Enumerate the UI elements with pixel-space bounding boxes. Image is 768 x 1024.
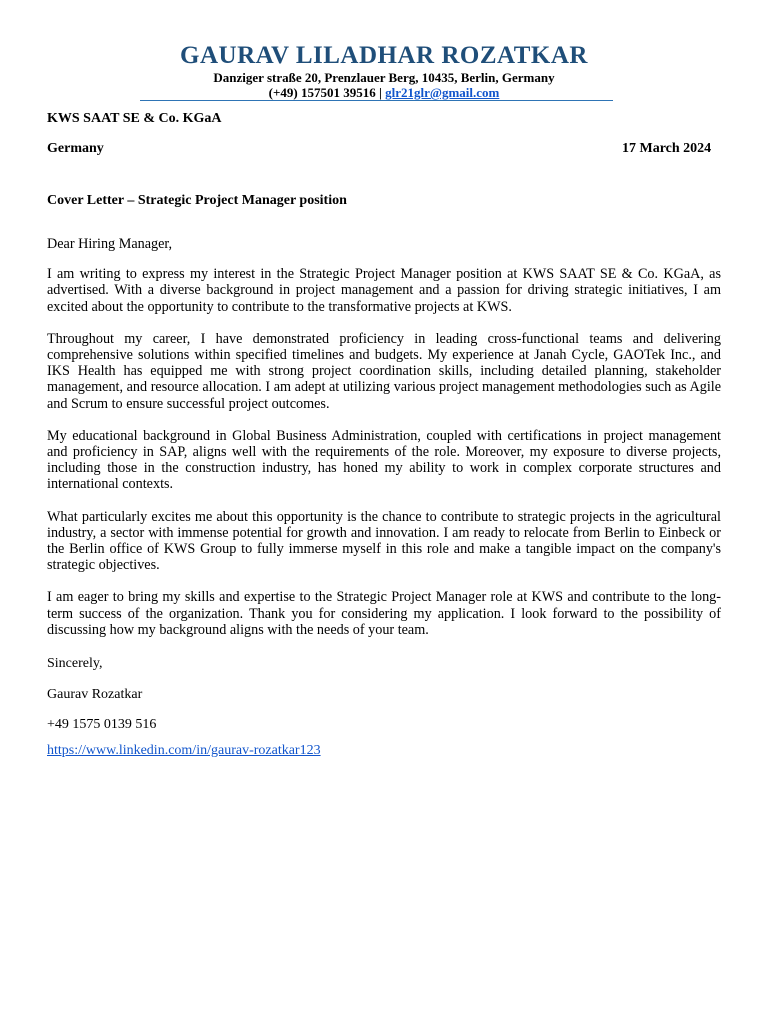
paragraph-conclusion: I am eager to bring my skills and expertise to the Strategic Project Manager role at KWS and contribute to the long-term success of the organization. Thank you for considering my application. I look forward to the possibility of discussing how my background aligns with the needs of your team. [47, 589, 721, 638]
salutation: Dear Hiring Manager, [47, 236, 173, 252]
recipient-company: KWS SAAT SE & Co. KGaA [47, 111, 222, 126]
signoff: Sincerely, [47, 656, 103, 671]
applicant-phone: (+49) 157501 39516 [268, 85, 376, 100]
paragraph-intro: I am writing to express my interest in the Strategic Project Manager position at KWS SAAT SE & Co. KGaA, as advertised. With a diverse background in project management and a passion for driving strategic initiatives, I am excited about the opportunity to contribute to the transformative projects at KWS. [47, 266, 721, 315]
recipient-country: Germany [47, 141, 104, 156]
contact-line [0, 85, 768, 100]
applicant-address: Danziger straße 20, Prenzlauer Berg, 10435, Berlin, Germany [213, 70, 555, 85]
header-divider [140, 100, 613, 101]
paragraph-education: My educational background in Global Business Administration, coupled with certifications in project management and proficiency in SAP, aligns well with the requirements of the role. Moreover, my exposure to diverse projects, including those in the construction industry, has honed my ability to work in complex corporate structures and international contexts. [47, 427, 721, 493]
linkedin-line [47, 743, 321, 759]
email-link[interactable]: glr21glr@gmail.com [385, 85, 500, 100]
applicant-name: GAURAV LILADHAR ROZATKAR [180, 42, 588, 69]
letterhead [0, 42, 768, 100]
letter-subject: Cover Letter – Strategic Project Manager position [47, 193, 347, 208]
letter-date: 17 March 2024 [622, 141, 712, 156]
paragraph-motivation: What particularly excites me about this opportunity is the chance to contribute to strategic projects in the agricultural industry, a sector with immense potential for growth and innovation. I am ready to relocate from Berlin to Einbeck or the Berlin office of KWS Group to fully immerse myself in this role and make a tangible impact on the company's strategic objectives. [47, 508, 721, 574]
letter-body [47, 236, 721, 654]
signature-name: Gaurav Rozatkar [47, 687, 143, 702]
paragraph-experience: Throughout my career, I have demonstrated proficiency in leading cross-functional teams and delivering comprehensive solutions within specified timelines and budgets. My experience at Janah Cycle, GAOTek Inc., and IKS Health has equipped me with strong project coordination skills, including detailed planning, stakeholder management, and resource allocation. I am adept at utilizing various project management methodologies such as Agile and Scrum to ensure successful project outcomes. [47, 330, 721, 412]
closing-phone: +49 1575 0139 516 [47, 717, 157, 732]
linkedin-link[interactable]: https://www.linkedin.com/in/gaurav-rozatkar123 [47, 743, 321, 758]
contact-separator: | [375, 85, 386, 100]
